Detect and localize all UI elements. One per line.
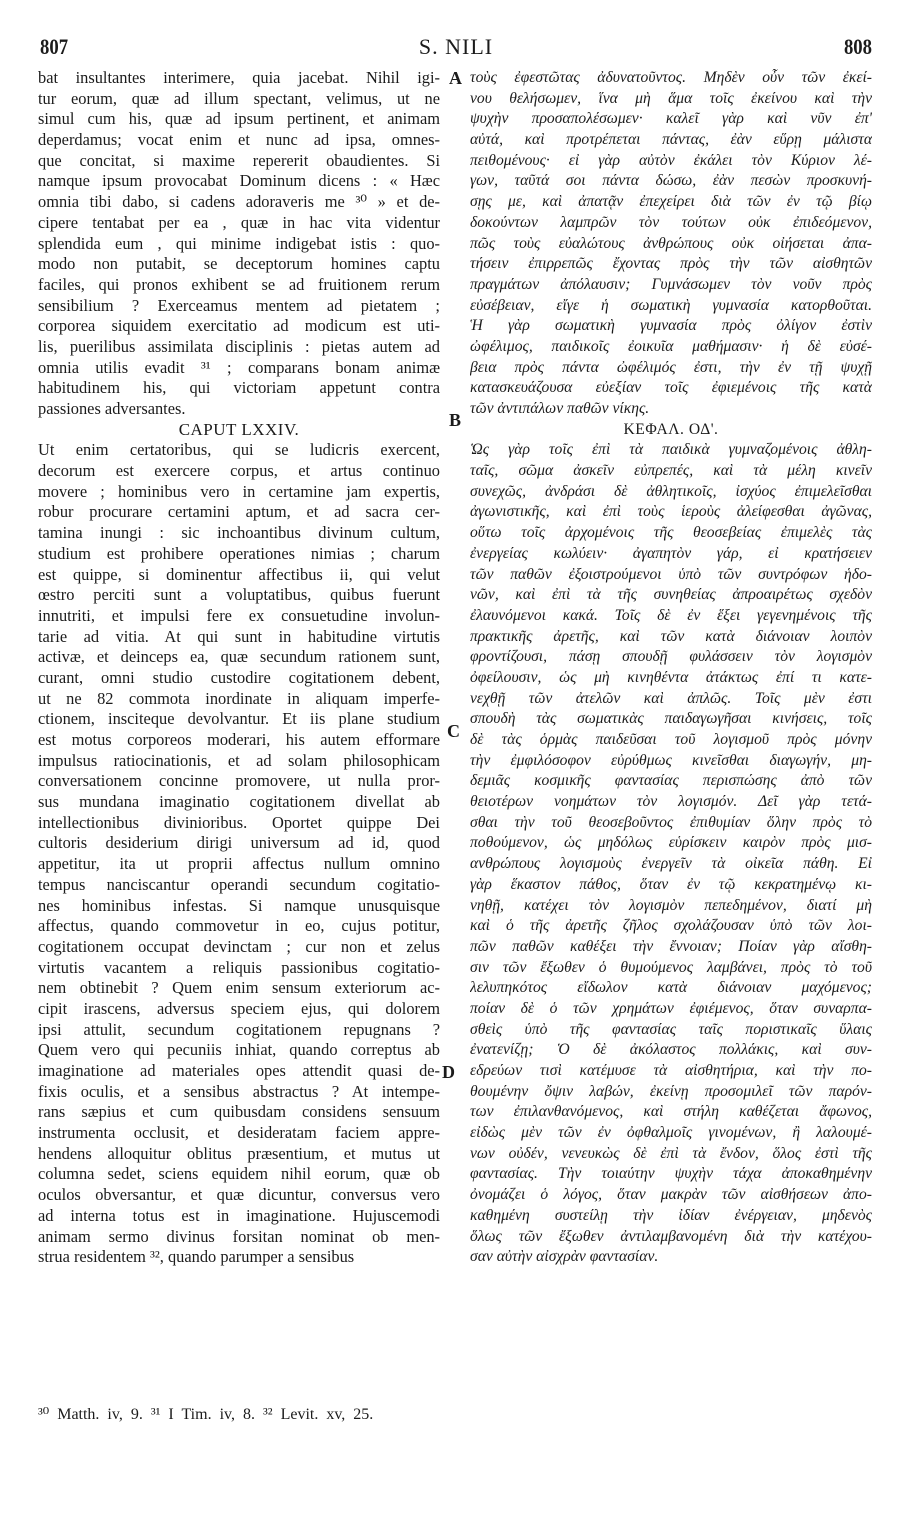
text-line: πειθομένους· εἰ γὰρ αὐτὸν ἐκάλει τὸν Κύριον λέ- <box>470 151 872 169</box>
text-line: Ὡς γὰρ τοῖς ἐπὶ τὰ παιδικὰ γυμναζομένοις ἀθλη- <box>470 441 872 459</box>
text-line: activæ, et deinceps ea, quæ secundum rationem sunt, <box>38 647 440 667</box>
text-line: νηθῇ, κατέχει τὸν λογισμὸν πεπεδημένον, διατί μὴ <box>470 896 872 914</box>
text-line: deperdamus; vocat enim et nunc ad ipsa, omnes- <box>38 130 440 150</box>
text-line: τήσειν ἐπιρρεπῶς ἔχοντας πρὸς τὴν τῶν αἰσθητῶν <box>470 255 872 273</box>
margin-letter-d: D <box>442 1062 455 1082</box>
text-line: κατασκευάζουσα εὐεξίαν τοῖς ἐφιεμένοις τῆς κατὰ <box>470 379 872 397</box>
footnotes: ³⁰ Matth. iv, 9. ³¹ I Tim. iv, 8. ³² Levit. xv, 25. <box>38 1406 374 1423</box>
text-line: αὐτά, καὶ προτρέπεται πάντας, ἐὰν εὕρῃ μάλιστα <box>470 131 872 149</box>
text-line: σθαι τὴν τοῦ θεοσεβοῦντος ἐπιθυμίαν ὅλην πρὸς τὸ <box>470 813 872 831</box>
text-line: passiones adversantes. <box>38 399 186 418</box>
chapter-heading: ΚΕΦΑΛ. ΟΔ'. <box>623 420 719 438</box>
text-line: πραγμάτων ἀπόλαυσιν; Γυμνάσωμεν τὸν νοῦν πρὸς <box>470 275 872 293</box>
text-line: que concitat, si maxime repererit obaudientes. Si <box>38 150 440 170</box>
text-line: hendens alloquitur oblitus præsentium, et mutus ut <box>38 1143 440 1163</box>
text-line: συνεχῶς, ἀνδράσι δὲ ἀθλητικοῖς, ἰσχύος ἐπιμελεῖσθαι <box>470 482 872 500</box>
text-line: νεχθῇ τῶν ἀτελῶν καὶ ἀπλῶς. Τοῖς μὲν ἐστι <box>470 689 872 707</box>
text-line: tur eorum, quæ ad illum spectant, velimus, ut ne <box>38 88 440 108</box>
page-header <box>40 34 872 64</box>
text-line: bat insultantes interimere, quia jacebat. Nihil igi- <box>38 68 440 87</box>
text-line: tempus nanciscantur operandi secundum cogitatio- <box>38 874 440 894</box>
text-line: cogitationem occupat devinctam ; cur non et zelus <box>38 936 440 956</box>
text-line: σθεὶς ὑπὸ τῆς φαντασίας ταῖς ποριστικαῖς ὕλαις <box>470 1020 872 1038</box>
text-line: ἐνεργείας κωλύειν· ἀγαπητὸν γάρ, εἰ κρατήσειεν <box>470 544 872 562</box>
text-line: πῶς τοὺς εὐαλώτους ἀνθρώπους οὐκ οἰήσεται ἀπα- <box>470 234 872 252</box>
text-line: των ἐπιλανθανόμενος, καὶ στήλη καθέζεται ἄφωνος, <box>470 1103 872 1121</box>
text-line: appetitur, ita ut proprii affectus nullum omnino <box>38 854 440 874</box>
margin-letter-b: B <box>449 410 462 430</box>
text-line: ἐνατενίζῃ; Ὁ δὲ ἀκόλαστος πολλάκις, καὶ συν- <box>470 1041 872 1059</box>
text-line: βεια πρὸς πάντα ὠφέλιμός ἐστι, τὴν ἐν τῇ ψυχῇ <box>470 358 872 376</box>
text-line: δεμιᾶς κοσμικῆς φαντασίας περισπώσης ἀπὸ τῶν <box>470 772 872 790</box>
text-line: robur procurare certamini aptum, et ad sacra cer- <box>38 502 440 522</box>
text-line: sus mundana imaginatio cogitationem divellat ab <box>38 792 440 812</box>
text-line: virtutis vacantem a reliquis passionibus cogitatio- <box>38 957 440 977</box>
text-line: ipsi attulit, secundum cogitationem repugnans ? <box>38 1019 440 1039</box>
text-line: est quippe, si dominentur affectibus ii, qui velut <box>38 564 440 584</box>
text-line: Ut enim certatoribus, qui se ludicris exercent, <box>38 440 440 460</box>
text-line: θουμένην ὄψιν λαβών, ἐκείνῃ προσομιλεῖ τῶν παρόν- <box>470 1082 872 1100</box>
text-line: ὀφείλουσιν, ὡς μὴ κινηθέντα ἀτάκτως ἐπί τι κατε- <box>470 668 872 686</box>
text-line: καὶ ὁ τῆς ἀρετῆς ζῆλος σχολάζουσαν ὑπὸ τῶν λοι- <box>470 917 872 935</box>
text-line: ταῖς, σῶμα ἀσκεῖν εὐπρεπές, καὶ τὰ μέλη κινεῖν <box>470 462 872 480</box>
text-line: εἰδὼς μὲν τῶν ἐν ὀφθαλμοῖς γινομένων, ἢ λαλουμέ- <box>470 1124 872 1142</box>
text-line: ὀνομάζει ὁ λόγος, ὅταν μακρὰν τῶν αἰσθήσεων ἀπο- <box>470 1186 872 1204</box>
text-line: habitudinem his, qui victoriam appetunt contra <box>38 378 440 398</box>
text-line: decorum est exercere corpus, et artus continuo <box>38 461 440 481</box>
text-line: nes hominibus infestas. Si namque unusquisque <box>38 895 440 915</box>
text-line: φαντασίας. Τὴν τοιαύτην ψυχὴν τάχα ἀποκαθημένην <box>470 1165 872 1183</box>
text-line: splendida eum , qui minime indigebat istis : quo- <box>38 233 440 253</box>
text-line: ὠφέλιμος, παιδικοῖς ἐοικυῖα μαθήμασιν· ἡ δὲ εὐσέ- <box>470 337 872 355</box>
text-line: est motus corporeos moderari, his autem efformare <box>38 730 440 749</box>
text-line: τῶν ἀντιπάλων παθῶν νίκης. <box>470 400 650 417</box>
text-line: εὐσέβειαν, εἴγε ἡ σωματικὴ γυμνασία κατορθοῦται. <box>470 296 872 314</box>
text-line: λελυπηκότος εἴδωλον κατὰ διάνοιαν μαχόμενος; <box>470 979 872 997</box>
greek-column <box>470 68 872 1268</box>
text-line: νῶν, καὶ ἐπὶ τὰ τῆς συνηθείας ἀπροαιρέτως σχεδὸν <box>470 586 872 604</box>
text-line: intellectionibus divinioribus. Oportet quippe Dei <box>38 812 440 832</box>
text-line: modo non putabit, se deceptorum homines captu <box>38 254 440 274</box>
text-line: τῶν παθῶν ἐξοιστρούμενοι ὑπὸ τῶν συντρόφων ἡδο- <box>470 565 872 583</box>
text-line: corporea siquidem exercitatio ad modicum est uti- <box>38 316 440 336</box>
page-number-left: 807 <box>40 34 69 59</box>
text-line: columna sedet, sciens equidem nihil eorum, quæ ob <box>38 1164 440 1184</box>
text-line: γὰρ ἕκαστον πάθος, ὅταν ἐν τῷ κεκρατημένῳ κι- <box>470 875 872 893</box>
text-line: cipit irascens, adversus speciem ejus, qui dolorem <box>38 998 440 1018</box>
text-line: δοκούντων λαμπρῶν τὸν τούτων οὐκ ἐπιδεόμενον, <box>470 213 872 231</box>
text-line: cipere tentabat per ea , quæ in hac vita videntur <box>38 212 440 232</box>
text-line: δὲ τὰς ὁρμὰς παιδεῦσαι τοῦ λογισμοῦ πρὸς μόνην <box>470 731 872 748</box>
text-line: ἐλαυνόμενοι κακά. Τοῖς δὲ ἐν ἕξει γεγενημένοις τῆς <box>470 606 872 624</box>
text-line: ποίαν δὲ ὁ τῶν χρημάτων ἐφιέμενος, ὅταν συναρπα- <box>470 999 872 1017</box>
text-line: ὅλως τῶν ἔξωθεν ἀντιλαμβανομένη διὰ τὴν κατέχου- <box>470 1227 872 1245</box>
text-line: conversationem concinne promovere, ut nulla pror- <box>38 771 440 791</box>
text-line: affectus, quando commovetur in eo, cujus potitur, <box>38 916 440 936</box>
text-line: Ἡ γὰρ σωματικὴ γυμνασία πρὸς ὀλίγον ἐστὶν <box>470 317 872 335</box>
text-line: studium est prohibere operationes nimias ; charum <box>38 543 440 563</box>
page-number-right: 808 <box>843 34 872 59</box>
text-line: omnia utilis evadit ³¹ ; comparans bonam animæ <box>38 357 440 377</box>
text-line: οὕτω τοῖς ἀρχομένοις τῆς θεοσεβείας ἐπιμελὲς τὰς <box>470 524 872 542</box>
text-line: faciles, qui pronos exhibent se ad fruitionem rerum <box>38 274 440 294</box>
text-line: imaginatione ad materiales opes attendit quasi de- <box>38 1061 440 1080</box>
text-line: animam sermo divinus forsitan nominat ob men- <box>38 1226 440 1246</box>
text-line: θειοτέρων νοημάτων τὸν λογισμόν. Δεῖ γὰρ τετά- <box>470 793 872 811</box>
running-title: S. NILI <box>418 34 494 59</box>
text-line: omnia tibi dabo, si cadens adoraveris me ³⁰ » et de- <box>38 192 440 212</box>
text-line: movere ; hominibus vero in certamine jam expertis, <box>38 481 440 501</box>
text-line: ut ne 82 commota inordinate in aliquam imperfe- <box>38 688 440 708</box>
text-line: nem obtinebit ? Quem enim sensum exteriorum ac- <box>38 978 440 998</box>
text-line: τὴν ἐμφιλόσοφον εὐρύθμως κινεῖσθαι διαγωγήν, μη- <box>470 751 872 769</box>
text-line: ctionem, insciteque devolvantur. Et iis plane studium <box>38 709 440 729</box>
text-line: strua residentem ³², quando parumper a sensibus <box>38 1247 355 1267</box>
text-line: σιν τῶν ἔξωθεν ὁ θυμούμενος λαμβάνει, πρὸς τὸ τοῦ <box>470 958 872 976</box>
text-line: πῶν παθῶν καθέξει τὴν ἔννοιαν; Ποίαν γὰρ αἴσθη- <box>470 937 872 955</box>
text-line: εδρεύων τισὶ κατέμυσε τὰ αἰσθητήρια, καὶ τὴν πο- <box>470 1062 872 1079</box>
text-line: tarie ad vitia. At qui sunt in habitudine virtutis <box>38 626 440 646</box>
text-line: νου θελήσωμεν, ἵνα μὴ ἅμα τοῖς ἐκείνου καὶ τὴν <box>470 89 872 107</box>
text-line: σῃς με, καὶ ἀπατᾷν ἐπεχείρει διὰ τῶν ἐν τῷ βίῳ <box>470 193 872 211</box>
text-line: φροντίζουσι, πάσῃ σπουδῇ φυλάσσειν τὸν λογισμὸν <box>470 648 872 666</box>
text-line: tamina inungi : sic inchoantibus divinum cultum, <box>38 523 440 543</box>
text-line: namque ipsum provocabat Dominum dicens : « Hæc <box>38 171 440 191</box>
text-line: curant, omni studio custodire cogitationem debent, <box>38 667 440 687</box>
text-line: νων οὐδέν, νενευκὼς δὲ ἐπὶ τὰ ἔνδον, ὅλος ἐστὶ τῆς <box>470 1144 872 1162</box>
text-line: Quem vero qui pecuniis inhiat, quando correptus ab <box>38 1040 440 1060</box>
text-line: impulsus ratiocinationis, et ad solam philosophicam <box>38 750 440 770</box>
text-line: πρακτικῆς ἀρετῆς, καὶ τῶν κατὰ διάνοιαν λοιπὸν <box>470 627 872 645</box>
margin-letter-c: C <box>447 721 460 741</box>
text-line: ἀγωνιστικῆς, καὶ ἐπὶ τοὺς ἱεροὺς ἀλείφεσθαι ἀγῶνας, <box>470 503 872 521</box>
text-line: καθημένη συστείλῃ τὴν ἰδίαν ἐνέργειαν, μηδενὸς <box>470 1206 872 1224</box>
text-line: lis, puerilibus assimilata disciplinis : pietas autem ad <box>38 336 440 356</box>
text-line: ad interna totus est in imaginatione. Hujuscemodi <box>38 1205 440 1225</box>
margin-letter-a: A <box>449 68 462 88</box>
text-line: sensibilium ? Exerceamus mentem ad pietatem ; <box>38 295 440 315</box>
text-line: cultoris desiderium dirigi universum ad id, quod <box>38 833 440 853</box>
text-line: σπουδὴ τὰς σωματικὰς παιδαγωγῆσαι κινήσεις, τοῖς <box>470 710 872 728</box>
text-line: τοὺς ἐφεστῶτας ἀδυνατοῦντος. Μηδὲν οὖν τῶν ἐκεί- <box>470 69 872 86</box>
text-line: ποθούμενον, ὡς μηδόλως εὑρίσκειν καιρὸν πρὸς μισ- <box>470 834 872 852</box>
chapter-heading: CAPUT LXXIV. <box>178 419 300 439</box>
text-line: instrumenta occlusit, et desideratam faciem appre- <box>38 1123 440 1143</box>
text-line: œstro perciti sunt a voluptatibus, quibus fuerunt <box>38 585 440 605</box>
text-line: rans sæpius et cum quibusdam considens sensuum <box>38 1102 440 1122</box>
text-line: ανθρώπους λογισμοὺς ἐνεργεῖν τὰ οἰκεῖα πάθη. Εἰ <box>470 855 872 873</box>
text-line: simul cum his, quæ ad ipsum pertinent, et animam <box>38 109 440 129</box>
latin-column <box>38 68 440 1268</box>
text-line: γων, ταῦτά σοι πάντα δώσω, ἐὰν πεσὼν προσκυνή- <box>470 172 872 190</box>
text-line: ψυχὴν προσαπολέσωμεν· καλεῖ γὰρ καὶ νῦν ἐπ' <box>470 110 872 128</box>
text-line: fixis oculis, et a sensibus abstractus ? At intempe- <box>38 1081 440 1101</box>
text-line: σαν αὐτὴν αἰσχρὰν φαντασίαν. <box>470 1248 659 1266</box>
text-line: oculos obversantur, et quæ dicuntur, conversus vero <box>38 1185 440 1205</box>
text-line: innutriti, et impulsi fere ex consuetudine involun- <box>38 605 440 625</box>
